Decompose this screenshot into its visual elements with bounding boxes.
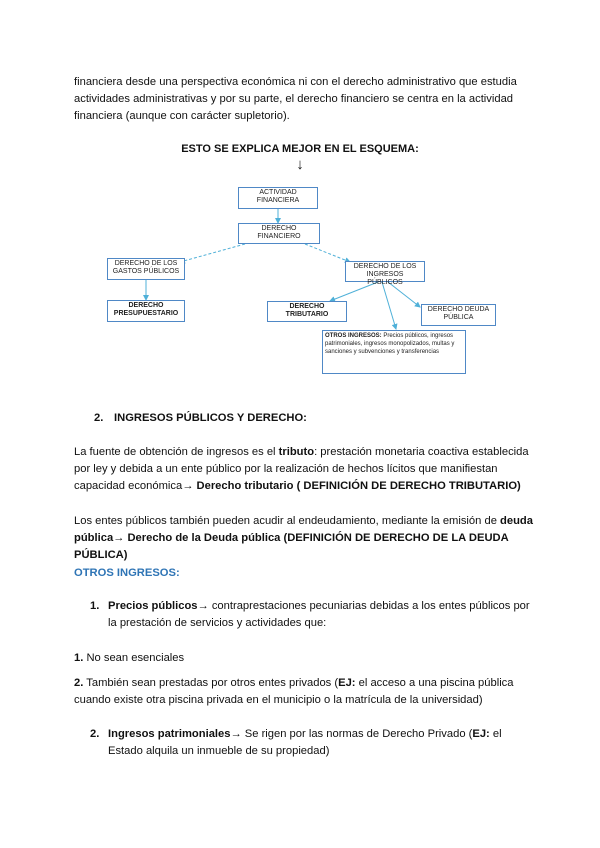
line-text-2: el acceso a una piscina pública cuando existe otra piscina privada en el municipio o la matrícula de la universidad) [74,677,514,706]
connector-derecho-gastos [180,244,245,262]
item-term: Precios públicos [108,600,198,612]
otros-ingresos-label: OTROS INGRESOS: [325,333,382,339]
item-body [108,726,538,760]
tributo-text-2: : prestación monetaria coactiva establecida por ley y debida a un ente público por la realización de hechos lícitos que manifiestan capacidad económica→ [74,446,529,492]
deuda-definition: deuda pública→ Derecho de la Deuda pública (DEFINICIÓN DE DERECHO DE LA DEUDA PÚBLICA) [74,515,533,561]
list-item-precios [90,598,538,632]
tambien-line [74,675,536,709]
item-body [108,598,538,632]
down-arrow-icon: ↓ [296,156,304,173]
item-number: 2. [90,728,100,740]
item-text-2: el Estado alquila un inmueble de su propiedad) [108,728,502,757]
line-number: 1. [74,652,84,664]
scheme-node-gastos: DERECHO DE LOS GASTOS PÚBLICOS [107,258,185,280]
line-number: 2. [74,677,84,689]
section-2-number: 2. [94,412,104,424]
item-term: Ingresos patrimoniales [108,728,231,740]
list-item-patrimoniales [90,726,538,760]
scheme-node-ingresos: DERECHO DE LOS INGRESOS PÚBLICOS [345,261,425,282]
example-label: EJ: [472,728,490,740]
otros-ingresos-heading: OTROS INGRESOS: [74,567,180,579]
section-2-heading [94,410,307,427]
line-text-1: También sean prestadas por otros entes privados ( [83,677,339,689]
deuda-paragraph [74,513,536,564]
tributo-text-1: La fuente de obtención de ingresos es el [74,446,279,458]
line-text: No sean esenciales [83,652,185,664]
scheme-title: ESTO SE EXPLICA MEJOR EN EL ESQUEMA: [181,143,419,155]
connector-ingresos-otros [382,282,396,329]
no-esenciales-line [74,650,536,667]
item-text: → contraprestaciones pecuniarias debidas a los entes públicos por la prestación de servicios y actividades que: [108,600,530,629]
tributo-definition: Derecho tributario ( DEFINICIÓN DE DERECHO TRIBUTARIO) [196,480,521,492]
scheme-node-tributario: DERECHO TRIBUTARIO [267,301,347,322]
intro-paragraph: financiera desde una perspectiva económica ni con el derecho administrativo que estudia actividades administrativas y por su parte, el derecho financiero se centra en la actividad financiera (aunque con carácter supletorio). [74,76,517,122]
scheme-node-deuda: DERECHO DEUDA PÚBLICA [421,304,496,326]
tributo-paragraph [74,444,536,495]
tributo-term: tributo [278,446,315,458]
connector-derecho-ingresos [305,244,350,262]
otros-ingresos-text: Precios públicos, ingresos patrimoniales, ingresos monopolizados, multas y sanciones y subvenciones y transferencias [325,333,455,355]
item-text-1: → Se rigen por las normas de Derecho Privado ( [230,728,473,740]
scheme-node-otros-ingresos [322,330,466,374]
scheme-node-derecho-financiero: DERECHO FINANCIERO [238,223,320,244]
section-2-title: INGRESOS PÚBLICOS Y DERECHO: [114,412,307,424]
example-label: EJ: [338,677,356,689]
item-number: 1. [90,600,100,612]
scheme-node-presupuestario: DERECHO PRESUPUESTARIO [107,300,185,322]
scheme-node-actividad: ACTIVIDAD FINANCIERA [238,187,318,209]
deuda-text-1: Los entes públicos también pueden acudir al endeudamiento, mediante la emisión de [74,515,501,527]
